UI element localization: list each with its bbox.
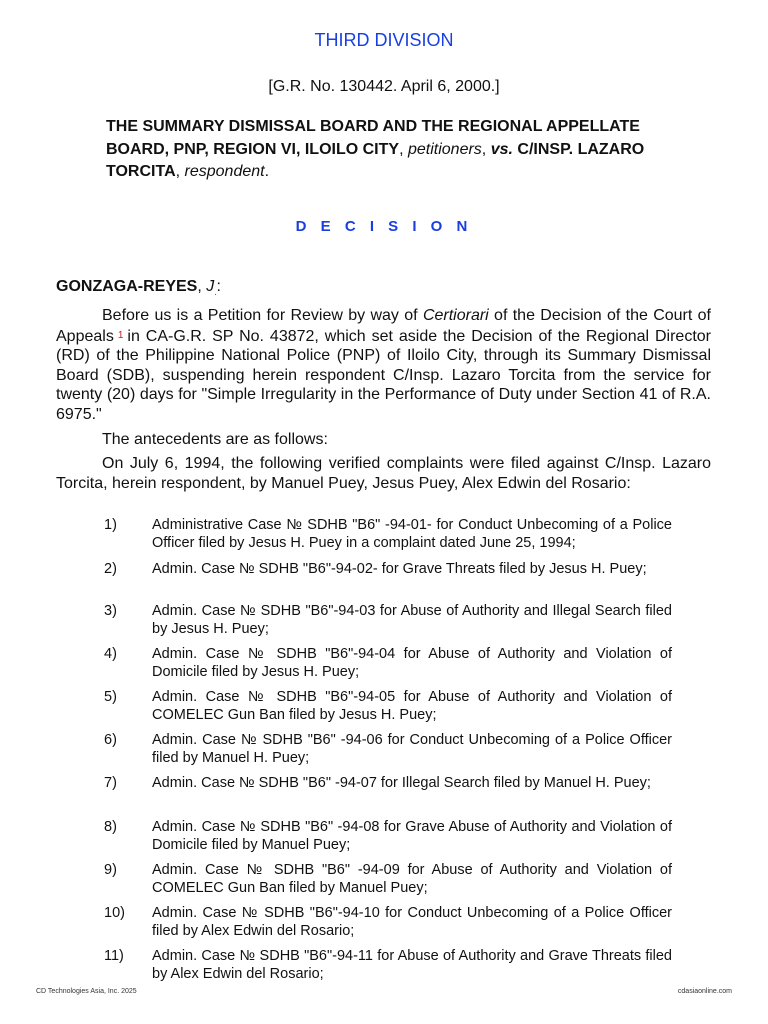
paragraph-text: in CA-G.R. SP No. 43872, which set aside the Decision of the Regional Director (RD) of the Philippine National Police (PNP) of Iloilo City, through its Summary Dismissal Board (SDB), suspending herein respondent C/Insp. Lazaro Torcita from the service for twenty (20) days for "Simple Irregularity in the Performance of Duty under Section 41 of R.A. 6975." <box>56 327 711 423</box>
petitioners-label: petitioners <box>407 140 482 158</box>
decision-heading: D E C I S I O N <box>295 218 473 235</box>
list-item-number: 5) <box>104 689 117 705</box>
list-item-text: Administrative Case № SDHB "B6" -94-01- for Conduct Unbecoming of a Police Officer filed by Jesus H. Puey in a complaint dated June 25, 1994; <box>152 517 672 551</box>
footer-copyright: CD Technologies Asia, Inc. 2025 <box>36 988 137 995</box>
list-item-text: Admin. Case № SDHB "B6"-94-02- for Grave Threats filed by Jesus H. Puey; <box>152 561 647 577</box>
list-item-text: Admin. Case № SDHB "B6"-94-10 for Conduct Unbecoming of a Police Officer filed by Alex Edwin del Rosario; <box>152 905 672 939</box>
list-item-number: 1) <box>104 517 117 533</box>
paragraph-text: Before us is a Petition for Review by way of <box>102 307 423 324</box>
list-item-number: 4) <box>104 646 117 662</box>
petitioners-name: THE SUMMARY DISMISSAL BOARD AND THE REGIONAL APPELLATE BOARD, PNP, REGION VI, ILOILO CITY <box>106 118 640 158</box>
list-item-number: 2) <box>104 561 117 577</box>
list-item-text: Admin. Case № SDHB "B6"-94-11 for Abuse of Authority and Grave Threats filed by Alex Edwin del Rosario; <box>152 948 672 982</box>
paragraph-petition <box>56 306 711 424</box>
list-item-number: 10) <box>104 905 125 921</box>
paragraph-antecedents: The antecedents are as follows: <box>102 431 328 448</box>
case-caption: THE SUMMARY DISMISSAL BOARD AND THE REGIONAL APPELLATE BOARD, PNP, REGION VI, ILOILO CITY, petitioners, vs. C/INSP. LAZARO TORCITA, respondent. <box>106 118 645 180</box>
paragraph-text: of the Decision of the Court of Appeals <box>56 307 712 345</box>
list-item-text: Admin. Case № SDHB "B6" -94-08 for Grave Abuse of Authority and Violation of Domicile filed by Manuel Puey; <box>152 819 672 853</box>
list-item-number: 3) <box>104 603 117 619</box>
list-item-text: Admin. Case № SDHB "B6"-94-04 for Abuse of Authority and Violation of Domicile filed by Jesus H. Puey; <box>152 646 672 680</box>
footer-website: cdasiaonline.com <box>677 988 732 995</box>
list-item-number: 7) <box>104 775 117 791</box>
respondent-name: C/INSP. LAZARO TORCITA <box>106 140 645 180</box>
list-item-number: 8) <box>104 819 117 835</box>
certiorari-term: Certiorari <box>422 307 489 324</box>
ponente-title: J <box>206 278 215 295</box>
division-heading: THIRD DIVISION <box>314 30 454 50</box>
paragraph-complaints-intro: On July 6, 1994, the following verified complaints were filed against C/Insp. Lazaro Torcita, herein respondent, by Manuel Puey, Jesus Puey, Alex Edwin del Rosario: <box>56 455 711 492</box>
list-item-text: Admin. Case № SDHB "B6"-94-03 for Abuse of Authority and Illegal Search filed by Jesus H. Puey; <box>152 603 672 637</box>
ponente-name: GONZAGA-REYES <box>56 278 198 295</box>
footnote-link-1[interactable]: 1 <box>117 329 124 341</box>
ponente-title-suffix: . <box>214 288 217 298</box>
versus-label: vs. <box>490 140 513 158</box>
list-item-text: Admin. Case № SDHB "B6" -94-06 for Conduct Unbecoming of a Police Officer filed by Manuel H. Puey; <box>152 732 672 766</box>
case-number: [G.R. No. 130442. April 6, 2000.] <box>268 78 500 95</box>
ponente-line: GONZAGA-REYES, $J_.$: <box>56 278 221 298</box>
list-item-number: 9) <box>104 862 117 878</box>
respondent-label: respondent <box>184 163 265 180</box>
list-item-text: Admin. Case № SDHB "B6" -94-07 for Illegal Search filed by Manuel H. Puey; <box>152 775 651 791</box>
list-item-number: 6) <box>104 732 117 748</box>
list-item-text: Admin. Case № SDHB "B6" -94-09 for Abuse of Authority and Violation of COMELEC Gun Ban filed by Manuel Puey; <box>152 862 672 896</box>
list-item-number: 11) <box>104 948 124 964</box>
list-item-text: Admin. Case № SDHB "B6"-94-05 for Abuse of Authority and Violation of COMELEC Gun Ban filed by Jesus H. Puey; <box>152 689 672 723</box>
